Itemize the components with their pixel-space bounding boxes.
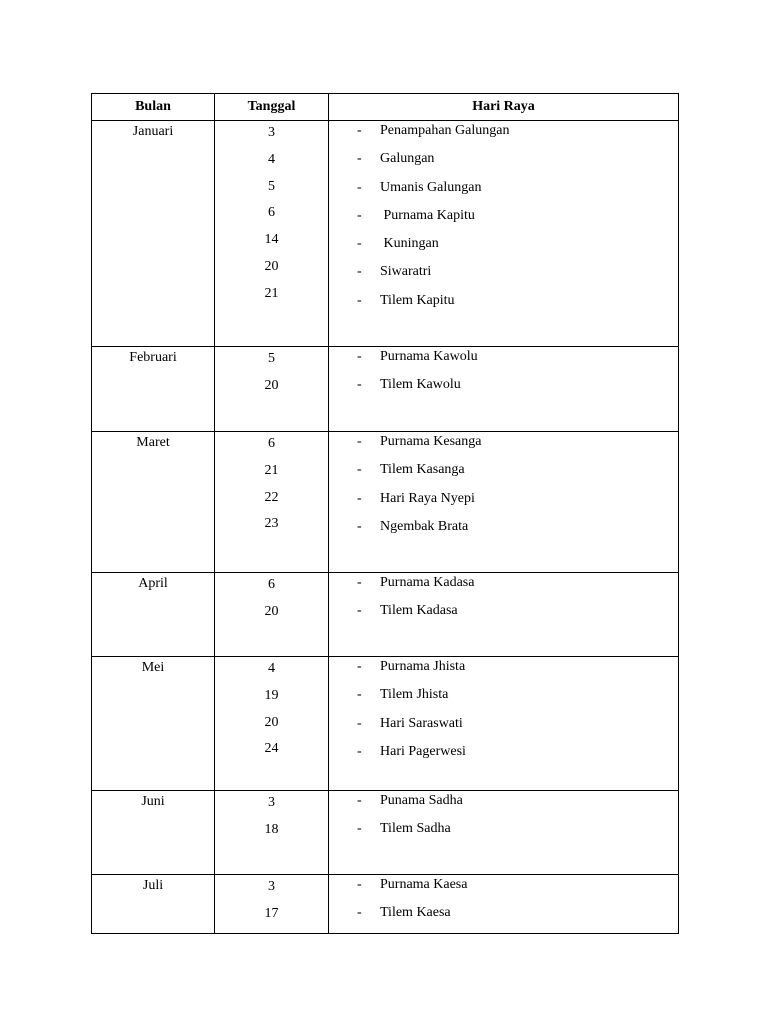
date-value: 3 <box>268 795 275 810</box>
date-cell <box>215 791 329 875</box>
date-cell <box>215 432 329 573</box>
holiday-item <box>357 179 678 207</box>
bullet-dash: - <box>357 687 362 703</box>
holiday-item <box>357 904 678 932</box>
date-value: 21 <box>264 285 279 301</box>
holiday-item <box>357 743 678 771</box>
holiday-item <box>357 876 678 904</box>
table-row <box>92 657 679 791</box>
date-cell <box>215 875 329 934</box>
holiday-item <box>357 820 678 848</box>
bullet-dash: - <box>357 659 362 674</box>
bullet-dash: - <box>357 151 362 167</box>
bullet-dash: - <box>357 905 362 921</box>
date-value: 20 <box>264 603 279 619</box>
holiday-name: Tilem Sadha <box>380 821 451 837</box>
date-value: 17 <box>264 905 279 921</box>
bullet-dash: - <box>357 179 362 195</box>
holiday-name: Kuningan <box>380 236 439 252</box>
holiday-name: Purnama Kawolu <box>380 349 478 364</box>
bullet-dash: - <box>357 349 362 364</box>
date-value: 4 <box>268 661 275 676</box>
holiday-name: Ngembak Brata <box>380 518 469 534</box>
date-value: 20 <box>264 377 279 393</box>
month-cell: April <box>92 573 215 657</box>
date-value: 5 <box>268 178 275 194</box>
holiday-cell <box>329 347 679 432</box>
header-tanggal: Tanggal <box>215 94 329 121</box>
header-bulan: Bulan <box>92 94 215 121</box>
table-body <box>92 121 679 934</box>
holiday-item <box>357 207 678 235</box>
date-value: 14 <box>264 232 279 248</box>
holiday-name: Punama Sadha <box>380 793 463 808</box>
bullet-dash: - <box>357 743 362 759</box>
holiday-name: Purnama Kaesa <box>380 877 468 892</box>
holiday-item <box>357 150 678 178</box>
date-value: 24 <box>264 741 279 757</box>
bullet-dash: - <box>357 518 362 534</box>
holiday-item <box>357 433 678 461</box>
month-cell: Mei <box>92 657 215 791</box>
table-row <box>92 573 679 657</box>
header-row <box>92 94 679 121</box>
holiday-name: Hari Pagerwesi <box>380 743 466 759</box>
holiday-item <box>357 490 678 518</box>
holiday-name: Hari Raya Nyepi <box>380 490 475 506</box>
date-value: 22 <box>264 489 279 505</box>
table-row <box>92 347 679 432</box>
holiday-item <box>357 263 678 291</box>
date-cell <box>215 657 329 791</box>
table-row <box>92 432 679 573</box>
month-cell: Maret <box>92 432 215 573</box>
holiday-name: Tilem Jhista <box>380 687 449 703</box>
date-value: 5 <box>268 351 275 366</box>
holiday-cell <box>329 875 679 934</box>
date-value: 3 <box>268 879 275 894</box>
holiday-item <box>357 122 678 150</box>
bullet-dash: - <box>357 793 362 808</box>
date-value: 6 <box>268 205 275 221</box>
holiday-name: Purnama Jhista <box>380 659 466 674</box>
bullet-dash: - <box>357 821 362 837</box>
holiday-cell <box>329 573 679 657</box>
bullet-dash: - <box>357 603 362 619</box>
header-hari-raya: Hari Raya <box>329 94 679 121</box>
holiday-name: Galungan <box>380 151 435 167</box>
bullet-dash: - <box>357 236 362 252</box>
table-row <box>92 121 679 347</box>
bullet-dash: - <box>357 123 362 138</box>
date-value: 20 <box>264 714 279 730</box>
bullet-dash: - <box>357 207 362 223</box>
holiday-calendar-table <box>91 93 679 934</box>
bullet-dash: - <box>357 377 362 393</box>
holiday-name: Siwaratri <box>380 264 432 280</box>
date-value: 6 <box>268 577 275 592</box>
holiday-cell <box>329 657 679 791</box>
table-row <box>92 875 679 934</box>
bullet-dash: - <box>357 715 362 731</box>
date-value: 18 <box>264 821 279 837</box>
bullet-dash: - <box>357 462 362 478</box>
date-value: 20 <box>264 258 279 274</box>
holiday-item <box>357 235 678 263</box>
date-value: 4 <box>268 151 275 167</box>
bullet-dash: - <box>357 264 362 280</box>
holiday-item <box>357 292 678 320</box>
date-cell <box>215 347 329 432</box>
date-value: 6 <box>268 436 275 451</box>
holiday-name: Purnama Kesanga <box>380 434 482 449</box>
holiday-name: Penampahan Galungan <box>380 123 510 138</box>
date-value: 3 <box>268 125 275 140</box>
holiday-cell <box>329 791 679 875</box>
holiday-name: Purnama Kapitu <box>380 207 475 223</box>
month-cell: Juli <box>92 875 215 934</box>
holiday-item <box>357 792 678 820</box>
date-value: 21 <box>264 462 279 478</box>
holiday-name: Tilem Kapitu <box>380 292 455 308</box>
holiday-name: Purnama Kadasa <box>380 575 475 590</box>
date-value: 23 <box>264 516 279 532</box>
holiday-item <box>357 658 678 686</box>
holiday-item <box>357 518 678 546</box>
holiday-cell <box>329 432 679 573</box>
table-row <box>92 791 679 875</box>
date-cell <box>215 573 329 657</box>
month-cell: Juni <box>92 791 215 875</box>
month-cell: Januari <box>92 121 215 347</box>
holiday-name: Tilem Kasanga <box>380 462 465 478</box>
holiday-item <box>357 376 678 404</box>
date-cell <box>215 121 329 347</box>
holiday-item <box>357 686 678 714</box>
bullet-dash: - <box>357 877 362 892</box>
holiday-item <box>357 715 678 743</box>
bullet-dash: - <box>357 575 362 590</box>
holiday-item <box>357 602 678 630</box>
bullet-dash: - <box>357 434 362 449</box>
holiday-name: Tilem Kadasa <box>380 603 458 619</box>
bullet-dash: - <box>357 292 362 308</box>
holiday-name: Tilem Kawolu <box>380 377 461 393</box>
holiday-name: Hari Saraswati <box>380 715 463 731</box>
holiday-item <box>357 574 678 602</box>
bullet-dash: - <box>357 490 362 506</box>
month-cell: Februari <box>92 347 215 432</box>
holiday-item <box>357 348 678 376</box>
date-value: 19 <box>264 687 279 703</box>
holiday-name: Tilem Kaesa <box>380 905 451 921</box>
holiday-item <box>357 461 678 489</box>
holiday-cell <box>329 121 679 347</box>
holiday-name: Umanis Galungan <box>380 179 482 195</box>
